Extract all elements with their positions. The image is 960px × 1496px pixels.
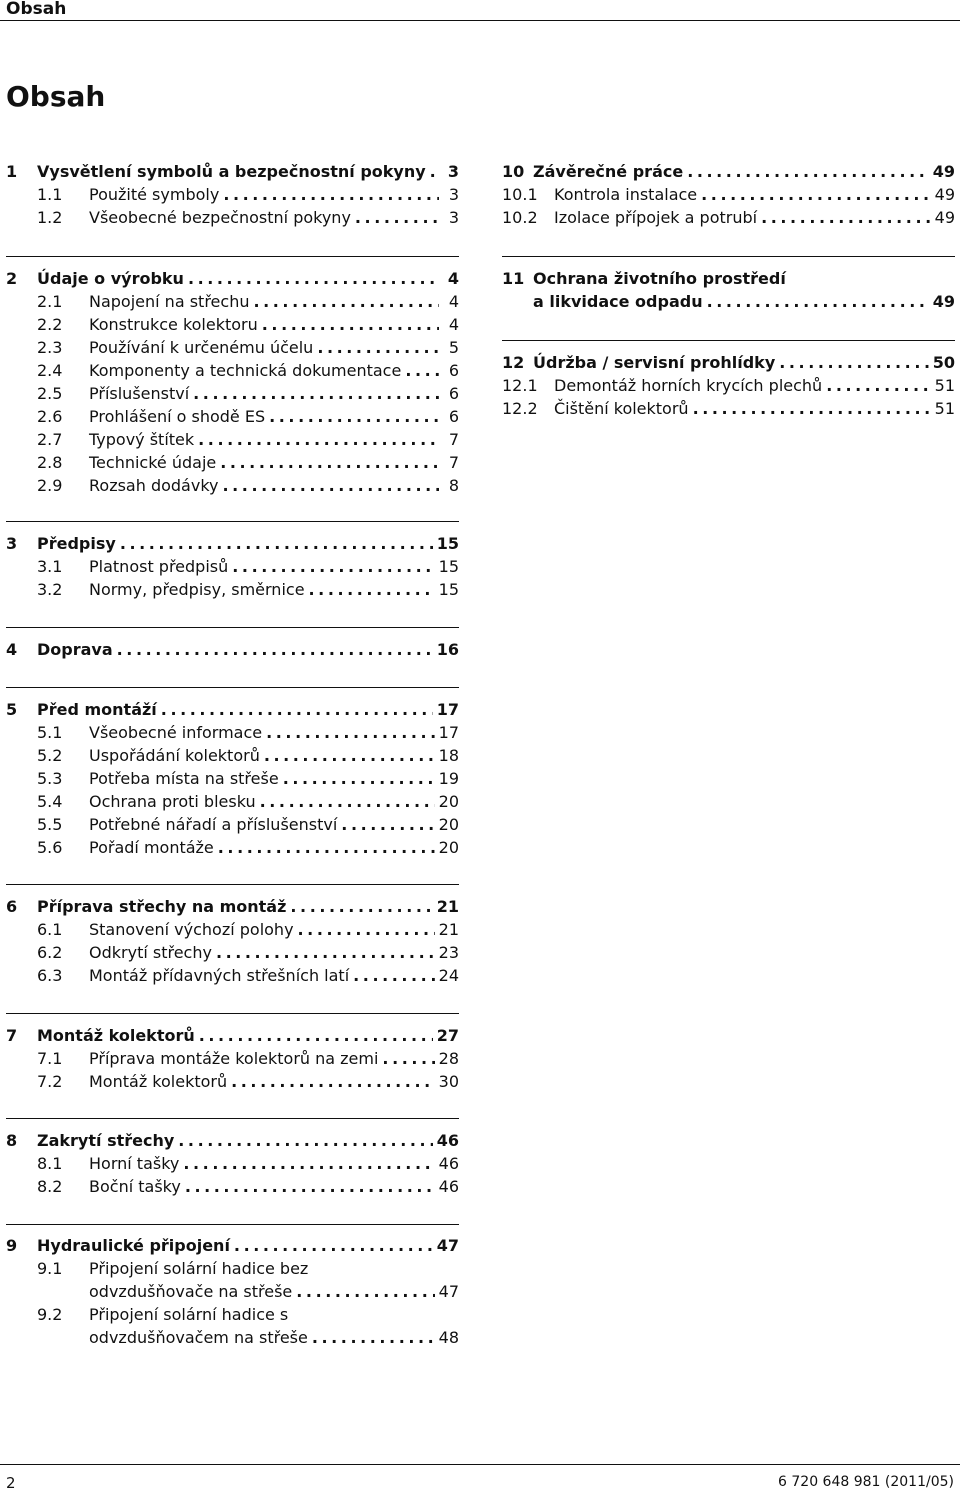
toc-section-10	[502, 158, 955, 227]
toc-section-7	[6, 1013, 459, 1091]
toc-entry-5-4[interactable]: 5.4 Ochrana proti blesku . . . 20	[6, 788, 459, 811]
toc-entry-8[interactable]: 8 Zakrytí střechy . . . 46	[6, 1127, 459, 1150]
toc-entry-3-2[interactable]: 3.2 Normy, předpisy, směrnice . . . 15	[6, 576, 459, 599]
toc-entry-2-1[interactable]: 2.1 Napojení na střechu . . . 4	[6, 288, 459, 311]
toc-section-3	[6, 521, 459, 599]
toc-entry-2-4[interactable]: 2.4 Komponenty a technická dokumentace . . . 6	[6, 357, 459, 380]
toc-entry-7[interactable]: 7 Montáž kolektorů . . . 27	[6, 1022, 459, 1045]
toc-entry-12[interactable]: 12 Údržba / servisní prohlídky . . . 50	[502, 349, 955, 372]
running-header-title: Obsah	[6, 0, 67, 19]
toc-section-1	[6, 158, 459, 227]
toc-section-8	[6, 1118, 459, 1196]
toc-section-5	[6, 687, 459, 857]
toc-entry-7-1[interactable]: 7.1 Příprava montáže kolektorů na zemi . . . 28	[6, 1045, 459, 1068]
toc-entry-9-2[interactable]: 9.2 Připojení solární hadice s	[37, 1305, 289, 1324]
toc-section-9	[6, 1224, 459, 1347]
toc-entry-5-5[interactable]: 5.5 Potřebné nářadí a příslušenství . . . 20	[6, 811, 459, 834]
toc-entry-1-1[interactable]: 1.1 Použité symboly . . . 3	[6, 181, 459, 204]
toc-entry-2-2[interactable]: 2.2 Konstrukce kolektoru . . . 4	[6, 311, 459, 334]
toc-entry-9-2-cont[interactable]: odvzdušňovačem na střeše . . . 48	[6, 1324, 459, 1347]
toc-entry-10[interactable]: 10 Závěrečné práce . . . 49	[502, 158, 955, 181]
toc-entry-5-3[interactable]: 5.3 Potřeba místa na střeše . . . 19	[6, 765, 459, 788]
page-title: Obsah	[6, 80, 106, 113]
footer-page-number: 2	[6, 1474, 16, 1492]
toc-entry-1[interactable]: 1 Vysvětlení symbolů a bezpečnostní pokyny . . . 3	[6, 158, 459, 181]
toc-entry-2-9[interactable]: 2.9 Rozsah dodávky . . . 8	[6, 472, 459, 495]
toc-entry-11[interactable]: 11 Ochrana životního prostředí	[502, 269, 786, 288]
toc-entry-11-cont[interactable]: a likvidace odpadu . . . 49	[502, 288, 955, 311]
header-rule	[0, 20, 960, 21]
toc-entry-2-8[interactable]: 2.8 Technické údaje . . . 7	[6, 449, 459, 472]
toc-section-6	[6, 884, 459, 985]
toc-entry-2-5[interactable]: 2.5 Příslušenství . . . 6	[6, 380, 459, 403]
toc-entry-9-1[interactable]: 9.1 Připojení solární hadice bez	[37, 1259, 309, 1278]
toc-entry-9[interactable]: 9 Hydraulické připojení . . . 47	[6, 1232, 459, 1255]
footer-rule	[0, 1464, 960, 1465]
toc-entry-5[interactable]: 5 Před montáží . . . 17	[6, 696, 459, 719]
toc-entry-8-1[interactable]: 8.1 Horní tašky . . . 46	[6, 1150, 459, 1173]
toc-entry-6-1[interactable]: 6.1 Stanovení výchozí polohy . . . 21	[6, 916, 459, 939]
toc-entry-10-2[interactable]: 10.2 Izolace přípojek a potrubí . . . 49	[471, 204, 955, 227]
toc-entry-5-1[interactable]: 5.1 Všeobecné informace . . . 17	[6, 719, 459, 742]
toc-entry-4[interactable]: 4 Doprava . . . 16	[6, 636, 459, 659]
toc-entry-2-3[interactable]: 2.3 Používání k určenému účelu . . . 5	[6, 334, 459, 357]
toc-section-4	[6, 627, 459, 659]
toc-entry-6-2[interactable]: 6.2 Odkrytí střechy . . . 23	[6, 939, 459, 962]
toc-entry-2-7[interactable]: 2.7 Typový štítek . . . 7	[6, 426, 459, 449]
toc-entry-6[interactable]: 6 Příprava střechy na montáž . . . 21	[6, 893, 459, 916]
toc-entry-6-3[interactable]: 6.3 Montáž přídavných střešních latí . . . 24	[6, 962, 459, 985]
toc-entry-12-2[interactable]: 12.2 Čištění kolektorů . . . 51	[471, 395, 955, 418]
toc-section-2	[6, 256, 459, 495]
toc-entry-5-2[interactable]: 5.2 Uspořádání kolektorů . . . 18	[6, 742, 459, 765]
toc-entry-8-2[interactable]: 8.2 Boční tašky . . . 46	[6, 1173, 459, 1196]
toc-entry-12-1[interactable]: 12.1 Demontáž horních krycích plechů . . . 51	[471, 372, 955, 395]
toc-entry-3-1[interactable]: 3.1 Platnost předpisů . . . 15	[6, 553, 459, 576]
toc-section-11	[502, 256, 955, 311]
toc-entry-5-6[interactable]: 5.6 Pořadí montáže . . . 20	[6, 834, 459, 857]
toc-section-12	[502, 340, 955, 418]
footer-document-code: 6 720 648 981 (2011/05)	[778, 1474, 954, 1490]
toc-entry-9-1-cont[interactable]: odvzdušňovače na střeše . . . 47	[6, 1278, 459, 1301]
toc-entry-10-1[interactable]: 10.1 Kontrola instalace . . . 49	[471, 181, 955, 204]
toc-entry-7-2[interactable]: 7.2 Montáž kolektorů . . . 30	[6, 1068, 459, 1091]
toc-entry-2-6[interactable]: 2.6 Prohlášení o shodě ES . . . 6	[6, 403, 459, 426]
toc-entry-1-2[interactable]: 1.2 Všeobecné bezpečnostní pokyny . . . 3	[6, 204, 459, 227]
toc-entry-3[interactable]: 3 Předpisy . . . 15	[6, 530, 459, 553]
toc-entry-2[interactable]: 2 Údaje o výrobku . . . 4	[6, 265, 459, 288]
